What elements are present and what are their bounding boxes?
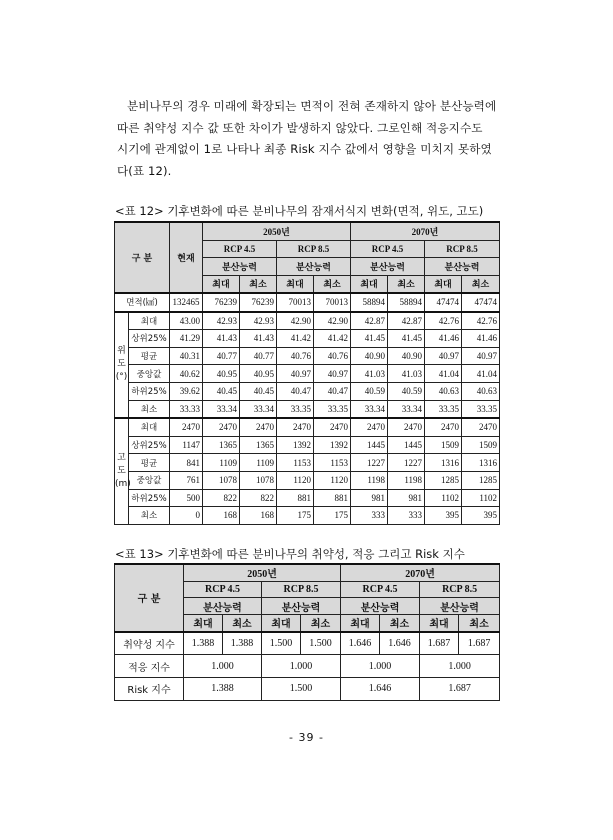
value-cell: 1147	[170, 436, 203, 454]
value-cell: 41.46	[425, 330, 462, 348]
risk-index-table	[114, 563, 500, 701]
value-cell: 822	[203, 489, 240, 507]
value-cell: 1153	[277, 454, 314, 472]
paragraph-line: 다(표 12).	[117, 163, 172, 178]
dispersal-header: 분산능력	[184, 598, 262, 615]
value-cell: 1.500	[262, 678, 341, 701]
altitude-row	[115, 454, 500, 472]
value-cell: 41.43	[240, 330, 277, 348]
value-cell: 1285	[462, 471, 500, 489]
value-cell: 2470	[203, 418, 240, 436]
year-2050-header: 2050년	[203, 222, 351, 240]
value-cell: 40.62	[170, 365, 203, 383]
value-cell: 761	[170, 471, 203, 489]
altitude-row	[115, 418, 500, 436]
max-header: 최대	[203, 275, 240, 293]
dispersal-header: 분산능력	[420, 598, 500, 615]
value-cell: 1078	[240, 471, 277, 489]
rcp45-header: RCP 4.5	[341, 581, 420, 598]
row-label: 상위25%	[129, 436, 170, 454]
value-cell: 1109	[240, 454, 277, 472]
value-cell: 41.46	[462, 330, 500, 348]
value-cell: 1316	[425, 454, 462, 472]
value-cell: 58894	[351, 293, 388, 312]
row-label: 하위25%	[129, 489, 170, 507]
altitude-row	[115, 436, 500, 454]
value-cell: 58894	[388, 293, 425, 312]
altitude-group-char: 고	[117, 452, 126, 463]
value-cell: 41.03	[388, 365, 425, 383]
value-cell: 40.97	[277, 365, 314, 383]
latitude-row	[115, 400, 500, 418]
value-cell: 1198	[388, 471, 425, 489]
row-label: Risk 지수	[115, 678, 184, 701]
value-cell: 1.646	[380, 632, 420, 655]
value-cell: 981	[351, 489, 388, 507]
value-cell: 1078	[203, 471, 240, 489]
year-2070-header: 2070년	[351, 222, 500, 240]
value-cell: 40.31	[170, 347, 203, 365]
value-cell: 175	[314, 507, 351, 525]
value-cell: 132465	[170, 293, 203, 312]
value-cell: 42.76	[425, 312, 462, 330]
value-cell: 168	[203, 507, 240, 525]
row-label: 최소	[129, 400, 170, 418]
latitude-group-char: (°)	[115, 372, 128, 383]
value-cell: 42.90	[277, 312, 314, 330]
value-cell: 1.646	[341, 632, 380, 655]
row-label: 중앙값	[129, 365, 170, 383]
value-cell: 39.62	[170, 382, 203, 400]
dispersal-header: 분산능력	[341, 598, 420, 615]
value-cell: 41.45	[388, 330, 425, 348]
value-cell: 333	[388, 507, 425, 525]
max-header: 최대	[420, 615, 459, 632]
min-header: 최소	[301, 615, 341, 632]
rcp85-header: RCP 8.5	[420, 581, 500, 598]
value-cell: 1509	[462, 436, 500, 454]
page-number: - 39 -	[289, 731, 324, 744]
value-cell: 500	[170, 489, 203, 507]
row-label: 최소	[129, 507, 170, 525]
value-cell: 47474	[425, 293, 462, 312]
value-cell: 70013	[277, 293, 314, 312]
value-cell: 2470	[314, 418, 351, 436]
value-cell: 1.500	[301, 632, 341, 655]
value-cell: 40.97	[462, 347, 500, 365]
value-cell: 40.76	[314, 347, 351, 365]
value-cell: 76239	[203, 293, 240, 312]
row-label: 최대	[129, 312, 170, 330]
value-cell: 822	[240, 489, 277, 507]
latitude-row	[115, 382, 500, 400]
row-label: 최대	[129, 418, 170, 436]
value-cell: 40.59	[388, 382, 425, 400]
paragraph-line: 시기에 관계없이 1로 나타나 최종 Risk 지수 값에서 영향을 미치지 못하였	[117, 142, 492, 156]
latitude-group-label	[115, 312, 129, 419]
value-cell: 33.35	[277, 400, 314, 418]
value-cell: 41.42	[314, 330, 351, 348]
value-cell: 1120	[277, 471, 314, 489]
min-header: 최소	[462, 275, 500, 293]
value-cell: 1445	[388, 436, 425, 454]
latitude-group-char: 위	[117, 346, 126, 357]
min-header: 최소	[380, 615, 420, 632]
min-header: 최소	[223, 615, 262, 632]
max-header: 최대	[341, 615, 380, 632]
altitude-group-label	[115, 418, 129, 524]
value-cell: 395	[462, 507, 500, 525]
value-cell: 1102	[462, 489, 500, 507]
value-cell: 1.646	[341, 678, 420, 701]
altitude-row	[115, 471, 500, 489]
value-cell: 0	[170, 507, 203, 525]
dispersal-header: 분산능력	[277, 258, 351, 276]
value-cell: 1.000	[184, 655, 262, 678]
value-cell: 1153	[314, 454, 351, 472]
value-cell: 1.388	[223, 632, 262, 655]
latitude-row	[115, 330, 500, 348]
row-label: 평균	[129, 454, 170, 472]
value-cell: 1316	[462, 454, 500, 472]
value-cell: 1.000	[262, 655, 341, 678]
rcp85-header: RCP 8.5	[262, 581, 341, 598]
rcp85-header: RCP 8.5	[277, 240, 351, 258]
altitude-row	[115, 489, 500, 507]
value-cell: 40.63	[462, 382, 500, 400]
value-cell: 41.04	[425, 365, 462, 383]
max-header: 최대	[262, 615, 301, 632]
value-cell: 1.000	[341, 655, 420, 678]
risk-row	[115, 678, 500, 701]
max-header: 최대	[351, 275, 388, 293]
value-cell: 2470	[170, 418, 203, 436]
dispersal-header: 분산능력	[262, 598, 341, 615]
value-cell: 40.95	[203, 365, 240, 383]
value-cell: 41.43	[203, 330, 240, 348]
altitude-group-char: (m)	[115, 478, 131, 489]
value-cell: 40.97	[425, 347, 462, 365]
value-cell: 1.388	[184, 678, 262, 701]
value-cell: 1227	[388, 454, 425, 472]
paragraph-line: 따른 취약성 지수 값 또한 차이가 발생하지 않았다. 그로인해 적응지수도	[117, 120, 483, 135]
altitude-row	[115, 507, 500, 525]
value-cell: 40.77	[203, 347, 240, 365]
row-label: 중앙값	[129, 471, 170, 489]
value-cell: 1.500	[262, 632, 301, 655]
category-header: 구 분	[115, 222, 170, 293]
max-header: 최대	[277, 275, 314, 293]
habitat-change-table	[114, 221, 500, 525]
value-cell: 40.77	[240, 347, 277, 365]
min-header: 최소	[388, 275, 425, 293]
value-cell: 33.34	[240, 400, 277, 418]
value-cell: 1198	[351, 471, 388, 489]
row-label: 평균	[129, 347, 170, 365]
altitude-group-char: 도	[117, 465, 126, 476]
value-cell: 1.388	[184, 632, 223, 655]
dispersal-header: 분산능력	[203, 258, 277, 276]
row-label: 면적(㎢)	[115, 293, 170, 312]
value-cell: 40.97	[314, 365, 351, 383]
value-cell: 41.29	[170, 330, 203, 348]
value-cell: 2470	[240, 418, 277, 436]
value-cell: 1365	[203, 436, 240, 454]
value-cell: 42.93	[240, 312, 277, 330]
value-cell: 1227	[351, 454, 388, 472]
row-label: 하위25%	[129, 382, 170, 400]
value-cell: 1109	[203, 454, 240, 472]
latitude-row	[115, 347, 500, 365]
value-cell: 1102	[425, 489, 462, 507]
value-cell: 168	[240, 507, 277, 525]
value-cell: 42.87	[351, 312, 388, 330]
max-header: 최대	[425, 275, 462, 293]
row-label: 취약성 지수	[115, 632, 184, 655]
current-header: 현재	[170, 222, 203, 293]
value-cell: 33.35	[462, 400, 500, 418]
value-cell: 2470	[351, 418, 388, 436]
row-label: 상위25%	[129, 330, 170, 348]
value-cell: 41.04	[462, 365, 500, 383]
value-cell: 2470	[462, 418, 500, 436]
value-cell: 1.687	[459, 632, 500, 655]
min-header: 최소	[240, 275, 277, 293]
value-cell: 76239	[240, 293, 277, 312]
value-cell: 881	[314, 489, 351, 507]
value-cell: 40.59	[351, 382, 388, 400]
value-cell: 40.63	[425, 382, 462, 400]
year-2050-header: 2050년	[184, 564, 341, 581]
value-cell: 175	[277, 507, 314, 525]
rcp45-header: RCP 4.5	[184, 581, 262, 598]
rcp45-header: RCP 4.5	[351, 240, 425, 258]
value-cell: 33.35	[314, 400, 351, 418]
max-header: 최대	[184, 615, 223, 632]
value-cell: 841	[170, 454, 203, 472]
value-cell: 33.34	[351, 400, 388, 418]
dispersal-header: 분산능력	[425, 258, 500, 276]
value-cell: 42.87	[388, 312, 425, 330]
value-cell: 1509	[425, 436, 462, 454]
value-cell: 1392	[314, 436, 351, 454]
value-cell: 1392	[277, 436, 314, 454]
value-cell: 41.42	[277, 330, 314, 348]
value-cell: 1445	[351, 436, 388, 454]
value-cell: 1.000	[420, 655, 500, 678]
value-cell: 33.35	[425, 400, 462, 418]
value-cell: 1120	[314, 471, 351, 489]
table12-caption: <표 12> 기후변화에 따른 분비나무의 잠재서식지 변화(면적, 위도, 고도)	[115, 204, 484, 218]
latitude-row	[115, 365, 500, 383]
area-row	[115, 293, 500, 312]
year-2070-header: 2070년	[341, 564, 500, 581]
value-cell: 40.90	[351, 347, 388, 365]
row-label: 적응 지수	[115, 655, 184, 678]
table13-caption: <표 13> 기후변화에 따른 분비나무의 취약성, 적응 그리고 Risk 지수	[115, 547, 465, 561]
value-cell: 2470	[425, 418, 462, 436]
min-header: 최소	[314, 275, 351, 293]
value-cell: 1365	[240, 436, 277, 454]
body-paragraph	[117, 96, 509, 182]
value-cell: 40.76	[277, 347, 314, 365]
value-cell: 333	[351, 507, 388, 525]
value-cell: 1285	[425, 471, 462, 489]
value-cell: 70013	[314, 293, 351, 312]
paragraph-line: 분비나무의 경우 미래에 확장되는 면적이 전혀 존재하지 않아 분산능력에	[127, 99, 497, 113]
value-cell: 40.47	[277, 382, 314, 400]
value-cell: 42.76	[462, 312, 500, 330]
value-cell: 40.90	[388, 347, 425, 365]
value-cell: 33.33	[170, 400, 203, 418]
vulnerability-row	[115, 632, 500, 655]
value-cell: 881	[277, 489, 314, 507]
value-cell: 43.00	[170, 312, 203, 330]
min-header: 최소	[459, 615, 500, 632]
value-cell: 981	[388, 489, 425, 507]
value-cell: 33.34	[388, 400, 425, 418]
adaptation-row	[115, 655, 500, 678]
value-cell: 42.93	[203, 312, 240, 330]
rcp85-header: RCP 8.5	[425, 240, 500, 258]
value-cell: 1.687	[420, 678, 500, 701]
value-cell: 1.687	[420, 632, 459, 655]
rcp45-header: RCP 4.5	[203, 240, 277, 258]
category-header: 구 분	[115, 564, 184, 632]
value-cell: 47474	[462, 293, 500, 312]
value-cell: 33.34	[203, 400, 240, 418]
value-cell: 2470	[388, 418, 425, 436]
value-cell: 41.45	[351, 330, 388, 348]
latitude-row	[115, 312, 500, 330]
value-cell: 395	[425, 507, 462, 525]
latitude-group-char: 도	[117, 359, 126, 370]
value-cell: 41.03	[351, 365, 388, 383]
value-cell: 40.45	[240, 382, 277, 400]
value-cell: 40.47	[314, 382, 351, 400]
dispersal-header: 분산능력	[351, 258, 425, 276]
value-cell: 42.90	[314, 312, 351, 330]
value-cell: 40.95	[240, 365, 277, 383]
value-cell: 40.45	[203, 382, 240, 400]
value-cell: 2470	[277, 418, 314, 436]
